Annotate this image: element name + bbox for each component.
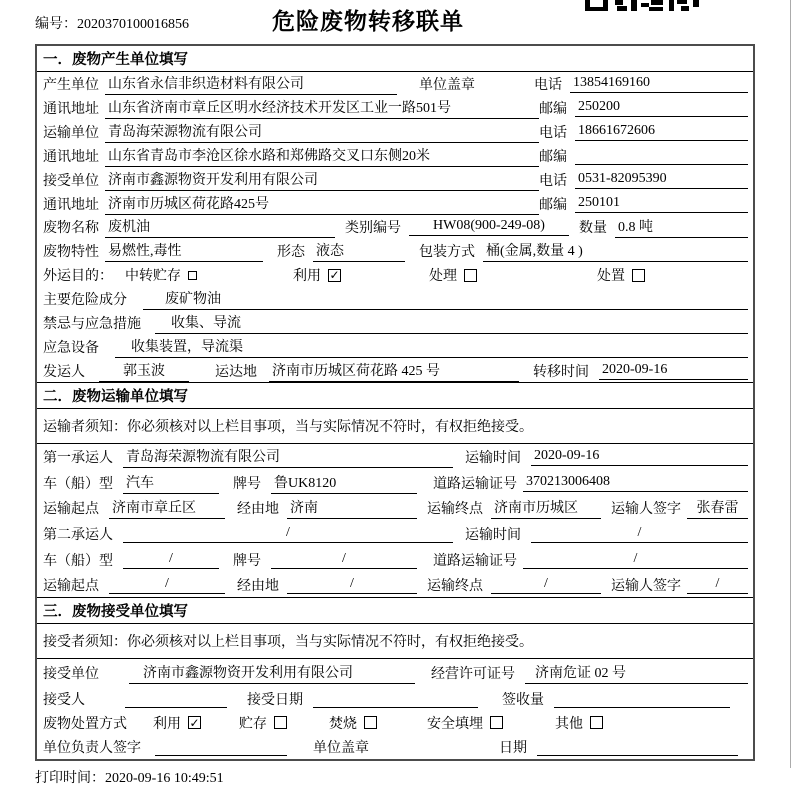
- waste-traits-row: [37, 239, 753, 263]
- dispatcher-field: 郭玉波: [99, 360, 189, 382]
- disposal-option-use: 利用 ✓: [153, 715, 200, 732]
- carrier2-row: [37, 521, 753, 547]
- section-generator: [37, 46, 753, 383]
- accept-date-field: [313, 690, 478, 708]
- transporter-name-field: 青岛海荣源物流有限公司: [105, 121, 539, 143]
- hazard-row: [37, 287, 753, 311]
- purpose-option-use: 利用 ✓: [293, 268, 340, 285]
- equipment-label: 应急设备: [43, 341, 99, 357]
- unit-seal-label: 单位盖章: [313, 740, 369, 756]
- plate2-field: /: [271, 551, 417, 569]
- origin2-field: /: [109, 576, 225, 594]
- origin-label: 运输起点: [43, 578, 99, 594]
- serial-value: 2020370100016856: [77, 17, 189, 32]
- via-label: 经由地: [237, 502, 279, 518]
- responsible-sign-field: [155, 738, 287, 756]
- responsible-sign-label: 单位负责人签字: [43, 740, 141, 756]
- zip-label: 邮编: [539, 149, 567, 165]
- checkbox-transfer: [188, 271, 197, 280]
- transfer-time-field: 2020-09-16: [599, 362, 748, 380]
- receiver-address-field: 济南市历城区荷花路425号: [105, 193, 539, 215]
- plate-label: 牌号: [233, 553, 261, 569]
- precaution-label: 禁忌与应急措施: [43, 317, 141, 333]
- plate-field: 鲁UK8120: [271, 472, 417, 494]
- waste-traits-field: 易燃性,毒性: [105, 240, 263, 262]
- checkbox-treat: [464, 269, 477, 282]
- receiver-name-field: 济南市鑫源物资开发利用有限公司: [105, 169, 539, 191]
- form-field: 液态: [313, 240, 405, 262]
- purpose-option-transfer: 中转贮存: [125, 265, 197, 285]
- section3-header: 三．废物接受单位填写: [37, 598, 753, 624]
- waste-name-field: 废机油: [105, 216, 335, 238]
- plate-label: 牌号: [233, 476, 261, 492]
- vehicle-type2-field: /: [123, 551, 219, 569]
- phone-label: 电话: [539, 125, 567, 141]
- carrier1-label: 第一承运人: [43, 450, 113, 466]
- transporter-address-field: 山东省青岛市李沧区徐水路和郑佛路交叉口东侧20米: [105, 145, 539, 167]
- form-label: 形态: [277, 245, 305, 261]
- disposal-label: 废物处置方式: [43, 716, 127, 732]
- carrier1-field: 青岛海荣源物流有限公司: [123, 446, 453, 468]
- signed-qty-label: 签收量: [502, 692, 544, 708]
- quantity-label: 数量: [579, 221, 607, 237]
- receiver-zip-field: 250101: [575, 195, 748, 213]
- sign-field: 张春雷: [687, 497, 748, 519]
- checkbox-other: [590, 716, 603, 729]
- destination-field: 济南市历城区荷花路 425 号: [269, 360, 519, 382]
- route1-row: [37, 495, 753, 521]
- generator-zip-field: 250200: [575, 99, 748, 117]
- road-cert2-field: /: [523, 551, 748, 569]
- via2-field: /: [287, 576, 417, 594]
- purpose-label: 外运目的：: [43, 269, 113, 285]
- generator-address-field: 山东省济南市章丘区明水经济技术开发区工业一路501号: [105, 97, 539, 119]
- signed-qty-field: [554, 690, 730, 708]
- disposal-option-other: 其他: [555, 713, 603, 733]
- disposal-option-store: 贮存: [239, 713, 287, 733]
- hazard-field: 废矿物油: [143, 288, 748, 310]
- acceptor-label: 接受人: [43, 692, 85, 708]
- phone-label: 电话: [539, 173, 567, 189]
- vehicle-type-field: 汽车: [123, 472, 219, 494]
- hazard-label: 主要危险成分: [43, 293, 127, 309]
- origin-label: 运输起点: [43, 502, 99, 518]
- checkbox-burn: [364, 716, 377, 729]
- waste-name-label: 废物名称: [43, 221, 99, 237]
- endpoint-label: 运输终点: [427, 502, 483, 518]
- address-label: 通讯地址: [43, 149, 99, 165]
- disposal-option-burn: 焚烧: [329, 713, 377, 733]
- transport-time-field: 2020-09-16: [531, 448, 748, 466]
- receiver-address-row: [37, 192, 753, 216]
- date-field: [537, 738, 738, 756]
- category-field: HW08(900-249-08): [409, 218, 569, 236]
- zip-label: 邮编: [539, 101, 567, 117]
- dispatch-row: [37, 359, 753, 383]
- checkbox-dispose: [632, 269, 645, 282]
- sign-label: 运输人签字: [611, 502, 681, 518]
- receive-unit-row: [37, 659, 753, 686]
- endpoint2-field: /: [491, 576, 601, 594]
- waste-name-row: [37, 216, 753, 240]
- precaution-row: [37, 311, 753, 335]
- sign-label: 运输人签字: [611, 578, 681, 594]
- route2-row: [37, 572, 753, 598]
- license-field: 济南危证 02 号: [525, 662, 748, 684]
- receive-unit-field: 济南市鑫源物资开发利用有限公司: [129, 662, 415, 684]
- carrier1-row: [37, 444, 753, 470]
- dispatcher-label: 发运人: [43, 364, 85, 380]
- signature-row: [37, 734, 753, 759]
- acceptance-row: [37, 686, 753, 711]
- section-receive: [37, 598, 753, 759]
- sign2-field: /: [687, 576, 748, 594]
- waste-traits-label: 废物特性: [43, 245, 99, 261]
- generator-row: [37, 72, 753, 96]
- transporter-row: [37, 120, 753, 144]
- packing-label: 包装方式: [419, 245, 475, 261]
- transporter-phone-field: 18661672606: [575, 123, 748, 141]
- equipment-row: [37, 335, 753, 359]
- transporter-notice: 运输者须知：你必须核对以上栏目事项，当与实际情况不符时，有权拒绝接受。: [37, 409, 753, 444]
- acceptor-field: [125, 690, 227, 708]
- zip-label: 邮编: [539, 197, 567, 213]
- destination-label: 运达地: [215, 364, 257, 380]
- page-title: 危险废物转移联单: [272, 9, 464, 34]
- section2-header: 二．废物运输单位填写: [37, 383, 753, 409]
- transport-time2-field: /: [531, 525, 748, 543]
- generator-address-row: [37, 96, 753, 120]
- qr-code-fragment: [585, 0, 703, 11]
- checkbox-use: ✓: [189, 715, 200, 730]
- road-cert-label: 道路运输证号: [433, 476, 517, 492]
- receiver-label: 接受单位: [43, 173, 99, 189]
- phone-label: 电话: [534, 77, 562, 93]
- packing-field: 桶(金属,数量 4 ): [483, 240, 748, 262]
- purpose-option-dispose: 处置: [597, 265, 645, 285]
- origin-field: 济南市章丘区: [109, 497, 225, 519]
- address-label: 通讯地址: [43, 197, 99, 213]
- via-field: 济南: [287, 497, 417, 519]
- carrier2-field: /: [123, 525, 453, 543]
- transporter-address-row: [37, 144, 753, 168]
- precaution-field: 收集、导流: [155, 312, 748, 334]
- address-label: 通讯地址: [43, 101, 99, 117]
- generator-name-field: 山东省永信非织造材料有限公司: [105, 73, 397, 95]
- quantity-field: 0.8 吨: [615, 216, 748, 238]
- manifest-form: [35, 44, 755, 761]
- checkbox-use: ✓: [329, 268, 340, 283]
- document-header: [0, 0, 796, 44]
- receiver-phone-field: 0531-82095390: [575, 171, 748, 189]
- section-transport: [37, 383, 753, 598]
- receiver-notice: 接受者须知：你必须核对以上栏目事项，当与实际情况不符时，有权拒绝接受。: [37, 624, 753, 659]
- via-label: 经由地: [237, 578, 279, 594]
- transfer-time-label: 转移时间: [533, 364, 589, 380]
- transporter-label: 运输单位: [43, 125, 99, 141]
- serial-label: 编号：: [35, 17, 77, 32]
- vehicle-type-label: 车（船）型: [43, 476, 113, 492]
- road-cert-label: 道路运输证号: [433, 553, 517, 569]
- purpose-row: [37, 263, 753, 287]
- transporter-zip-field: [575, 147, 748, 165]
- disposal-option-landfill: 安全填埋: [427, 713, 503, 733]
- generator-phone-field: 13854169160: [570, 75, 748, 93]
- vehicle-type-label: 车（船）型: [43, 553, 113, 569]
- receiver-row: [37, 168, 753, 192]
- license-label: 经营许可证号: [431, 666, 515, 682]
- page-right-edge: [790, 0, 791, 768]
- date-label: 日期: [499, 740, 527, 756]
- generator-label: 产生单位: [43, 77, 99, 93]
- endpoint-label: 运输终点: [427, 578, 483, 594]
- print-time: [35, 767, 796, 787]
- vehicle1-row: [37, 470, 753, 496]
- receive-unit-label: 接受单位: [43, 666, 99, 682]
- checkbox-store: [274, 716, 287, 729]
- print-time-value: 2020-09-16 10:49:51: [105, 771, 224, 787]
- endpoint-field: 济南市历城区: [491, 497, 601, 519]
- vehicle2-row: [37, 547, 753, 573]
- section1-header: 一．废物产生单位填写: [37, 46, 753, 72]
- print-time-label: 打印时间：: [35, 771, 105, 787]
- transport-time-label: 运输时间: [465, 527, 521, 543]
- category-label: 类别编号: [345, 221, 401, 237]
- road-cert-field: 370213006408: [523, 474, 748, 492]
- purpose-option-treat: 处理: [429, 265, 477, 285]
- transport-time-label: 运输时间: [465, 450, 521, 466]
- checkbox-landfill: [490, 716, 503, 729]
- disposal-row: [37, 711, 753, 734]
- accept-date-label: 接受日期: [247, 692, 303, 708]
- carrier2-label: 第二承运人: [43, 527, 113, 543]
- seal-label: 单位盖章: [419, 77, 475, 93]
- equipment-field: 收集装置，导流渠: [115, 336, 748, 358]
